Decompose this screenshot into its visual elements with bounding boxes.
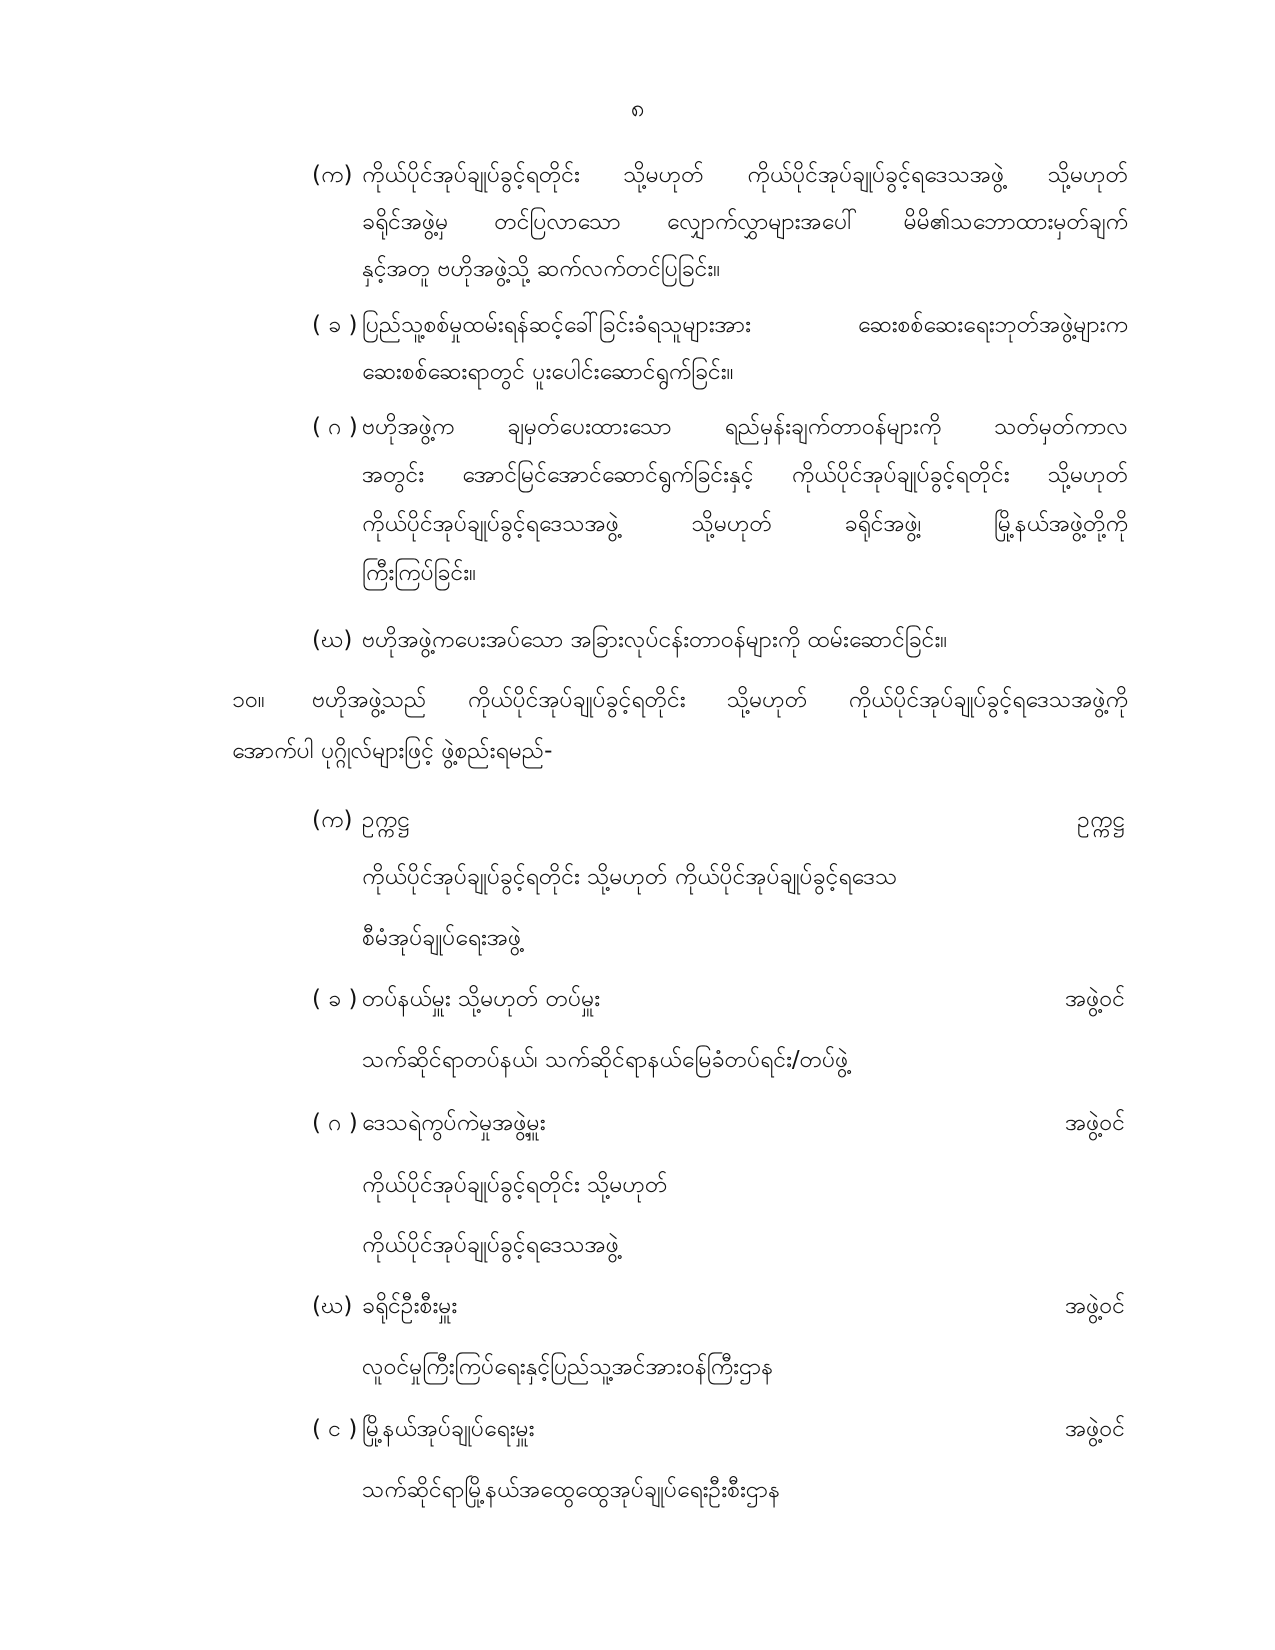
member-marker: (က) [312,807,353,833]
member-marker: ( ခ ) [312,986,358,1012]
member-marker: ( င ) [312,1416,358,1442]
item-line: ပြည်သူ့စစ်မှုထမ်းရန်ဆင့်ခေါ်ခြင်းခံရသူများအား ဆေးစစ်ဆေးရေးဘုတ်အဖွဲ့များက [362,312,1128,338]
member-sub: ကိုယ်ပိုင်အုပ်ချုပ်ခွင့်ရတိုင်း သို့မဟုတ် ကိုယ်ပိုင်အုပ်ချုပ်ခွင့်ရဒေသ [362,864,898,890]
section-line: ဗဟိုအဖွဲ့သည် ကိုယ်ပိုင်အုပ်ချုပ်ခွင့်ရတိုင်း သို့မဟုတ် ကိုယ်ပိုင်အုပ်ချုပ်ခွင့်ရဒေသအဖွဲ့ကို [312,687,1128,713]
item-marker: ( ခ ) [312,312,358,338]
item-line: ဆေးစစ်ဆေးရာတွင် ပူးပေါင်းဆောင်ရွက်ခြင်း။ [362,359,734,385]
member-role: အဖွဲ့ဝင် [1065,1110,1125,1136]
item-line: ဗဟိုအဖွဲ့က ချမှတ်ပေးထားသော ရည်မှန်းချက်တာဝန်များကို သတ်မှတ်ကာလ [362,414,1128,440]
member-role: အဖွဲ့ဝင် [1065,986,1125,1012]
member-title: ဥက္ကဋ္ဌ [362,807,410,833]
item-line: ကိုယ်ပိုင်အုပ်ချုပ်ခွင့်ရဒေသအဖွဲ့ သို့မဟုတ် ခရိုင်အဖွဲ့၊ မြို့နယ်အဖွဲ့တို့ကို [362,511,1128,537]
item-line: ကြီးကြပ်ခြင်း။ [362,560,477,586]
item-line: နှင့်အတူ ဗဟိုအဖွဲ့သို့ ဆက်လက်တင်ပြခြင်း။ [362,256,721,282]
section-number: ၁၀။ [232,687,265,713]
item-line: ကိုယ်ပိုင်အုပ်ချုပ်ခွင့်ရတိုင်း သို့မဟုတ် ကိုယ်ပိုင်အုပ်ချုပ်ခွင့်ရဒေသအဖွဲ့ သို့မဟုတ် [362,162,1128,188]
member-sub: သက်ဆိုင်ရာမြို့နယ်အထွေထွေအုပ်ချုပ်ရေးဦးစီးဌာန [362,1477,780,1503]
member-sub: ကိုယ်ပိုင်အုပ်ချုပ်ခွင့်ရဒေသအဖွဲ့ [362,1232,619,1258]
member-sub: စီမံအုပ်ချုပ်ရေးအဖွဲ့ [362,925,522,951]
item-marker: ( ဂ ) [312,414,358,440]
item-line: အတွင်း အောင်မြင်အောင်ဆောင်ရွက်ခြင်းနှင့် ကိုယ်ပိုင်အုပ်ချုပ်ခွင့်ရတိုင်း သို့မဟုတ် [362,462,1128,488]
member-sub: သက်ဆိုင်ရာတပ်နယ်၊ သက်ဆိုင်ရာနယ်မြေခံတပ်ရင်း/တပ်ဖွဲ့ [362,1047,849,1073]
member-sub: လူဝင်မှုကြီးကြပ်ရေးနှင့်ပြည်သူ့အင်အားဝန်ကြီးဌာန [362,1354,774,1380]
member-role: ဥက္ကဋ္ဌ [1077,807,1125,833]
member-sub: ကိုယ်ပိုင်အုပ်ချုပ်ခွင့်ရတိုင်း သို့မဟုတ် [362,1172,668,1198]
item-marker: (က) [312,162,353,188]
member-role: အဖွဲ့ဝင် [1065,1293,1125,1319]
member-role: အဖွဲ့ဝင် [1065,1416,1125,1442]
member-title: ဒေသရဲကွပ်ကဲမှုအဖွဲ့မှူး [362,1110,546,1136]
item-line: ဗဟိုအဖွဲ့ကပေးအပ်သော အခြားလုပ်ငန်းတာဝန်များကို ထမ်းဆောင်ခြင်း။ [362,627,948,653]
section-line: အောက်ပါ ပုဂ္ဂိုလ်များဖြင့် ဖွဲ့စည်းရမည်- [232,738,553,764]
item-line: ခရိုင်အဖွဲ့မှ တင်ပြလာသော လျှောက်လွှာများအပေါ် မိမိ၏သဘောထားမှတ်ချက် [362,209,1128,235]
page-number: ၈ [630,94,645,122]
member-marker: (ဃ) [312,1293,353,1319]
member-marker: ( ဂ ) [312,1110,358,1136]
item-marker: (ဃ) [312,627,353,653]
member-title: ခရိုင်ဦးစီးမှူး [362,1293,458,1319]
member-title: မြို့နယ်အုပ်ချုပ်ရေးမှူး [362,1416,535,1442]
member-title: တပ်နယ်မှူး သို့မဟုတ် တပ်မှူး [362,986,601,1012]
